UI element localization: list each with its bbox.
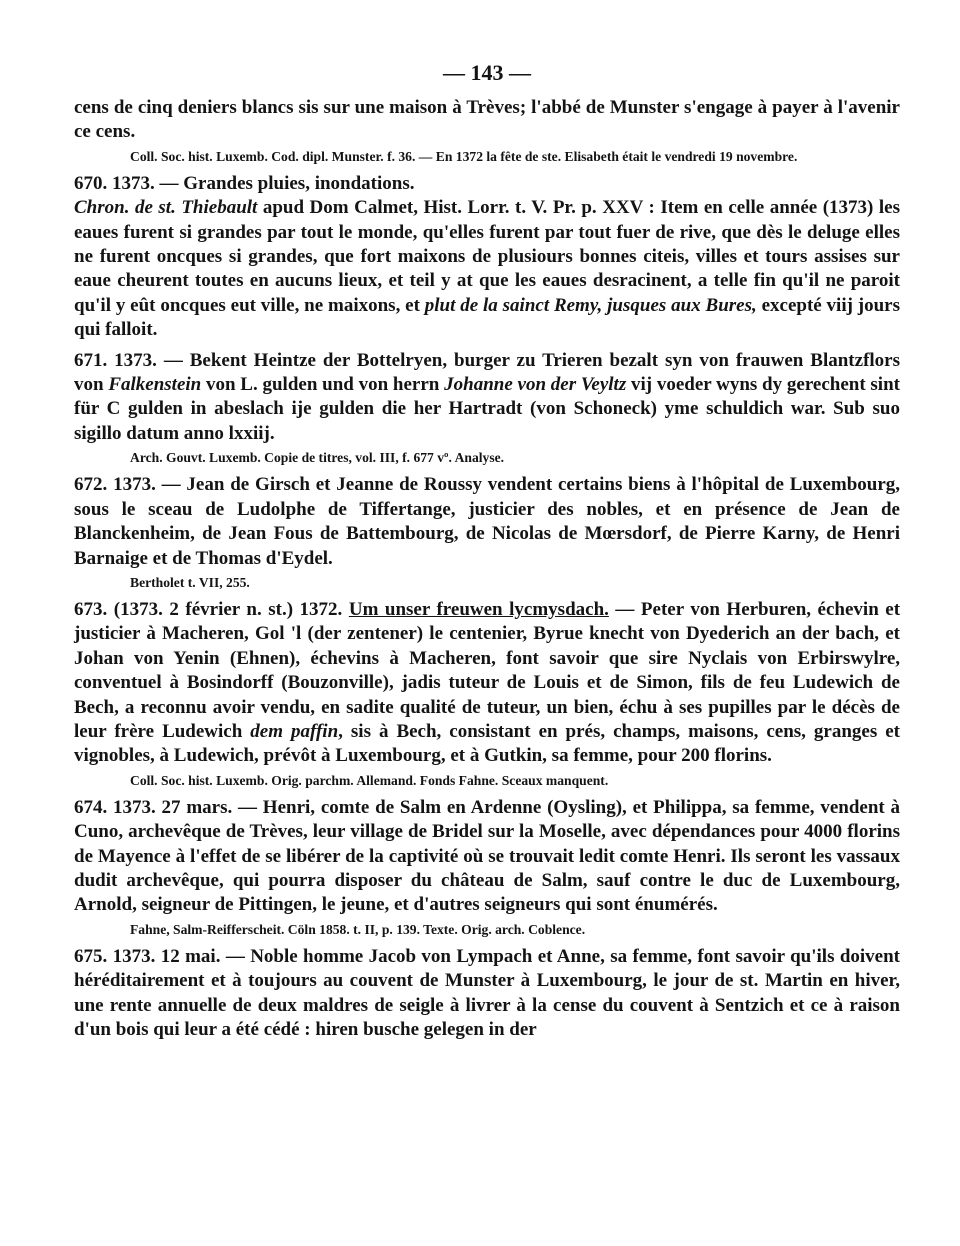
entry-year: 1373. — [112, 172, 155, 194]
entry-text: vij voeder wyns dy gerechent sint für C gulden in abeslach ije gulden die her Hartradt (von Schoneck) yme schuldich war. Sub suo sigillo datum anno lxxiij. — [74, 374, 900, 444]
entry-670-source — [74, 196, 900, 342]
entry-671 — [74, 349, 900, 447]
entry-673 — [74, 598, 900, 769]
entry-heading: Um unser freuwen lycmysdach. — [348, 598, 609, 620]
entry-text: — Bekent Heintze der Bottelryen, burger zu Trieren bezalt syn von frauwen Blantzflors von — [74, 349, 901, 396]
entry-674 — [74, 796, 900, 918]
entry-text: — Henri, comte de Salm en Ardenne (Oysling), et Philippa, sa femme, vendent à Cuno, archevêque de Trèves, leur village de Bridel sur la Moselle, avec dépendances pour 4000 florins de Mayence à l'effet de se libérer de la captivité où se trouvait ledit comte Henri. Ils seront les vassaux dudit archevêque, qui pourra disposer du château de Salm, sauf contre le duc de Luxembourg, Arnold, seigneur de Pittingen, le jeune, et d'autres seigneurs qui sont énumérés. — [74, 796, 900, 916]
entry-675 — [74, 945, 900, 1043]
entry-text: von L. gulden und von herrn — [201, 374, 445, 396]
entry-674-note: Fahne, Salm-Reifferscheit. Cöln 1858. t. II, p. 139. Texte. Orig. arch. Coblence. — [130, 921, 586, 937]
entry-text: — Peter von Herburen, échevin et justicier à Macheren, Gol 'l (der zentener) le centenier, Byrue knecht von Dyederich an der bach, et Johan von Yenin (Ehnen), échevins à Macheren, font savoir que sire Nyclais von Erbirswylre, conventuel à Bosindorff (Bouzonville), jadis tuteur de Louis et de Simon, fils de feu Ludewich de Bech, a reconnu avoir vendu, en sadite qualité de tuteur, un bien, échu à ses pupilles par le décès de leur frère Ludewich — [74, 598, 901, 742]
continuation-note: Coll. Soc. hist. Luxemb. Cod. dipl. Munster. f. 36. — En 1372 la fête de ste. Elisabeth était le vendredi 19 novembre. — [130, 148, 798, 164]
entry-number: 671. — [74, 349, 108, 371]
entry-date: (1373. 2 février n. st.) 1372. — [113, 598, 343, 620]
page-number: — 143 — — [443, 60, 531, 85]
entry-date: 1373. 27 mars. — [113, 796, 233, 818]
entry-date: 1373. 12 mai. — [112, 945, 221, 967]
entry-italic: dem paffin — [250, 720, 339, 742]
source-title: Chron. de st. Thiebault — [74, 197, 258, 219]
entry-673-note: Coll. Soc. hist. Luxemb. Orig. parchm. Allemand. Fonds Fahne. Sceaux manquent. — [130, 772, 609, 788]
entry-number: 670. — [74, 172, 108, 194]
entry-number: 674. — [74, 796, 108, 818]
entry-year: 1373. — [113, 474, 156, 496]
entry-text: , sis à Bech, consistant en prés, champs, maisons, cens, granges et vignobles, à Ludewich, prévôt à Luxembourg, et à Gutkin, sa femme, pour 200 florins. — [74, 720, 900, 767]
entry-year: 1373. — [114, 349, 157, 371]
entry-italic: Falkenstein — [108, 374, 202, 396]
entry-number: 673. — [74, 598, 108, 620]
entry-number: 675. — [74, 945, 108, 967]
entry-number: 672. — [74, 474, 108, 496]
entry-text: — Jean de Girsch et Jeanne de Roussy vendent certains biens à l'hôpital de Luxembourg, sous le sceau de Ludolphe de Tiffertange, justicier des nobles, et en présence de Jean de Blanckenheim, de Jean Fous de Battembourg, de Nicolas de Mœrsdorf, de Pierre Karny, de Henri Barnaige et de Thomas d'Eydel. — [74, 474, 901, 569]
entry-text: — Noble homme Jacob von Lympach et Anne, sa femme, font savoir qu'ils doivent héréditairement et à toujours au couvent de Munster à Luxembourg, le jour de st. Martin en hiver, une rente annuelle de deux maldres de seigle à livrer à la cense du couvent à Sentzich et ce à raison d'un bois qui leur a été cédé : hiren busche gelegen in der — [74, 945, 901, 1040]
entry-summary: — Grandes pluies, inondations. — [159, 172, 415, 194]
continuation-text: cens de cinq deniers blancs sis sur une maison à Trèves; l'abbé de Munster s'engage à payer à l'avenir ce cens. — [74, 97, 900, 143]
entry-671-note: Arch. Gouvt. Luxemb. Copie de titres, vol. III, f. 677 vº. Analyse. — [130, 450, 505, 466]
source-italic: plut de la sainct Remy, jusques aux Bures, — [424, 294, 757, 316]
page — [74, 58, 900, 1042]
source-text-end: excepté viij jours qui falloit. — [74, 294, 901, 341]
entry-670 — [74, 172, 900, 196]
entry-672-note: Bertholet t. VII, 255. — [130, 574, 250, 590]
entry-italic: Johanne von der Veyltz — [444, 374, 627, 396]
source-text: apud Dom Calmet, Hist. Lorr. t. V. Pr. p. XXV : Item en celle année (1373) les eaues furent si grandes par tout le monde, qu'elles furent par tout fuer de rive, que dès le deluge elles ne furent oncques si grandes, que fort maixons de plusiours bonnes citeis, villes et tours assises sur eaue cheurent toutes en aucuns lieux, et teil y at que les eaues desracinent, a telle fin qu'il ne paroit qu'il y eût oncques eut ville, ne maixons, et — [74, 197, 900, 316]
entry-672 — [74, 473, 900, 571]
